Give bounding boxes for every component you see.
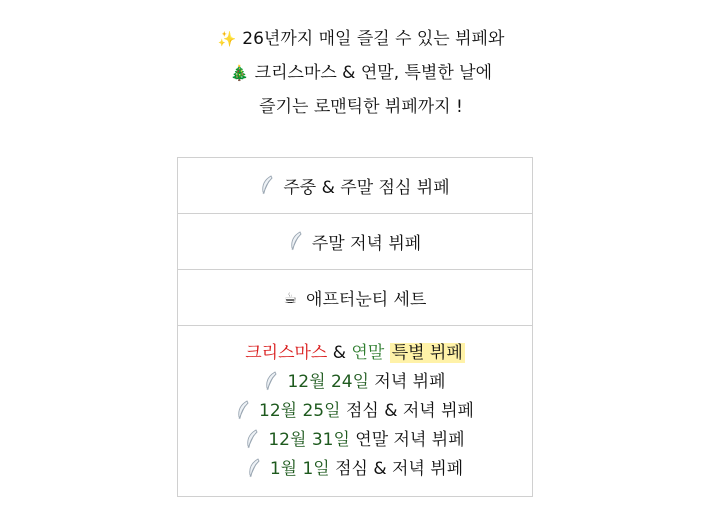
special-title-amp: & <box>327 343 352 363</box>
menu-row-label: 주말 저녁 뷔페 <box>311 234 422 254</box>
menu-row-label: 애프터눈티 세트 <box>306 290 427 310</box>
menu-row-weekday-lunch <box>178 158 532 214</box>
special-item <box>178 397 532 426</box>
intro-text <box>0 22 722 124</box>
menu-row-label: 주중 & 주말 점심 뷔페 <box>283 178 450 198</box>
menu-row-afternoon-tea <box>178 270 532 326</box>
menu-row-weekend-dinner <box>178 214 532 270</box>
special-item <box>178 368 532 397</box>
intro-line-1-text: 26년까지 매일 즐길 수 있는 뷔페와 <box>242 29 505 49</box>
intro-line-2 <box>0 56 722 90</box>
intro-line-3 <box>0 90 722 124</box>
special-buffet-title <box>178 338 532 368</box>
intro-line-2-text: 크리스마스 & 연말, 특별한 날에 <box>254 63 493 83</box>
special-item-desc: 점심 & 저녁 뷔페 <box>340 401 474 421</box>
feather-icon <box>289 231 303 252</box>
special-title-christmas: 크리스마스 <box>245 343 328 363</box>
special-item-date: 12월 25일 <box>259 401 341 421</box>
special-item <box>178 455 532 484</box>
special-item-date: 12월 31일 <box>268 430 350 450</box>
special-item-date: 1월 1일 <box>269 459 330 479</box>
feather-icon <box>245 426 259 455</box>
sparkles-icon: ✨ <box>217 30 237 48</box>
coffee-cup-icon: ☕ <box>283 288 298 307</box>
special-item-date: 12월 24일 <box>287 372 369 392</box>
feather-icon <box>260 175 274 196</box>
christmas-tree-icon: 🎄 <box>229 64 249 82</box>
buffet-menu-table <box>177 157 533 497</box>
feather-icon <box>264 368 278 397</box>
special-title-highlight: 특별 뷔페 <box>391 343 463 363</box>
special-title-year-end: 연말 <box>351 343 385 363</box>
menu-row-special-buffet <box>178 326 532 496</box>
intro-line-1 <box>0 22 722 56</box>
special-item-desc: 저녁 뷔페 <box>369 372 446 392</box>
feather-icon <box>236 397 250 426</box>
special-item-desc: 연말 저녁 뷔페 <box>349 430 465 450</box>
special-item-desc: 점심 & 저녁 뷔페 <box>329 459 464 479</box>
intro-line-3-text: 즐기는 로맨틱한 뷔페까지 ! <box>259 97 463 117</box>
feather-icon <box>247 455 261 484</box>
special-item <box>178 426 532 455</box>
